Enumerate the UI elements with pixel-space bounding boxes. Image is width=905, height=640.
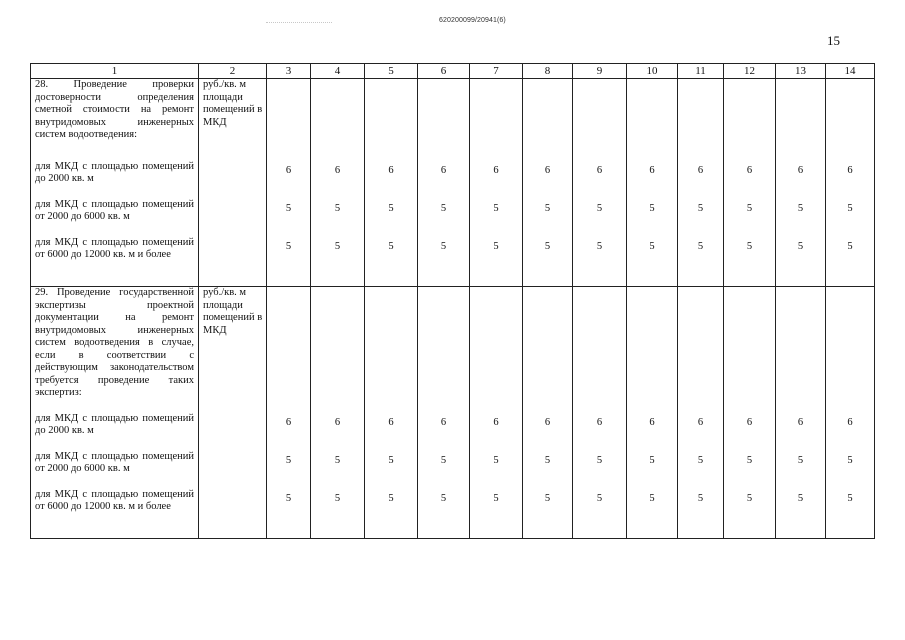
faint-scan-mark [266,17,332,23]
value-cell: 6 [311,161,365,199]
column-header: 7 [470,64,523,79]
row-label: для МКД с площадью помещений от 6000 до 12000 кв. м и более [31,237,199,287]
unit-cell: руб./кв. м площади помещений в МКД [199,287,267,413]
value-cell: 5 [776,237,826,287]
empty-cell [826,79,875,161]
empty-unit-cell [199,413,267,451]
column-header: 11 [678,64,724,79]
table-row [31,413,875,451]
value-cell: 6 [365,413,418,451]
value-cell: 6 [267,413,311,451]
value-cell: 5 [523,489,573,539]
value-cell: 5 [627,237,678,287]
value-cell: 6 [573,413,627,451]
unit-cell: руб./кв. м площади помещений в МКД [199,79,267,161]
value-cell: 5 [627,489,678,539]
value-cell: 5 [267,451,311,489]
value-cell: 6 [776,161,826,199]
column-header: 12 [724,64,776,79]
value-cell: 5 [826,489,875,539]
empty-cell [573,287,627,413]
value-cell: 5 [678,237,724,287]
empty-cell [267,79,311,161]
value-cell: 5 [418,237,470,287]
value-cell: 5 [776,199,826,237]
value-cell: 6 [311,413,365,451]
value-cell: 5 [776,489,826,539]
value-cell: 6 [826,161,875,199]
column-header: 14 [826,64,875,79]
empty-cell [267,287,311,413]
empty-cell [573,79,627,161]
column-header: 10 [627,64,678,79]
empty-cell [826,287,875,413]
value-cell: 5 [418,451,470,489]
value-cell: 5 [627,451,678,489]
value-cell: 5 [724,237,776,287]
value-cell: 5 [365,199,418,237]
section-title: 29. Проведение государственной экспертизы проектной документации на ремонт внутридомовых инженерных систем водоотведения в случае, если в соответствии с действующим законодательством требуется проведение таких экспертиз: [31,287,199,413]
value-cell: 5 [724,199,776,237]
empty-cell [678,79,724,161]
value-cell: 6 [470,413,523,451]
value-cell: 6 [678,161,724,199]
empty-unit-cell [199,199,267,237]
value-cell: 5 [470,451,523,489]
document-id: 620200099/20941(6) [439,17,506,24]
empty-cell [470,79,523,161]
value-cell: 5 [678,489,724,539]
value-cell: 5 [470,199,523,237]
empty-cell [470,287,523,413]
empty-cell [724,79,776,161]
empty-unit-cell [199,161,267,199]
value-cell: 5 [826,237,875,287]
value-cell: 5 [573,237,627,287]
table-row [31,489,875,539]
value-cell: 5 [678,451,724,489]
table-row [31,161,875,199]
value-cell: 6 [776,413,826,451]
empty-cell [418,287,470,413]
value-cell: 5 [776,451,826,489]
row-label: для МКД с площадью помещений от 2000 до 6000 кв. м [31,451,199,489]
value-cell: 5 [365,451,418,489]
value-cell: 6 [627,413,678,451]
empty-cell [365,79,418,161]
value-cell: 5 [826,199,875,237]
empty-cell [724,287,776,413]
empty-cell [627,287,678,413]
value-cell: 5 [418,489,470,539]
value-cell: 5 [365,237,418,287]
column-header: 8 [523,64,573,79]
column-header: 1 [31,64,199,79]
value-cell: 6 [678,413,724,451]
value-cell: 6 [724,413,776,451]
empty-unit-cell [199,237,267,287]
value-cell: 5 [267,199,311,237]
value-cell: 5 [573,451,627,489]
value-cell: 5 [724,451,776,489]
column-header: 2 [199,64,267,79]
column-header: 4 [311,64,365,79]
table-row [31,199,875,237]
table-body [31,79,875,539]
empty-cell [678,287,724,413]
header-row [31,64,875,79]
value-cell: 6 [573,161,627,199]
value-cell: 6 [418,161,470,199]
value-cell: 6 [365,161,418,199]
empty-cell [627,79,678,161]
value-cell: 6 [470,161,523,199]
column-header: 6 [418,64,470,79]
row-label: для МКД с площадью помещений от 2000 до 6000 кв. м [31,199,199,237]
value-cell: 6 [627,161,678,199]
empty-cell [776,79,826,161]
value-cell: 5 [470,489,523,539]
empty-unit-cell [199,489,267,539]
value-cell: 6 [724,161,776,199]
value-cell: 5 [311,199,365,237]
value-cell: 5 [523,237,573,287]
row-label: для МКД с площадью помещений до 2000 кв. м [31,413,199,451]
value-cell: 5 [311,237,365,287]
value-cell: 5 [523,451,573,489]
value-cell: 5 [573,489,627,539]
value-cell: 5 [470,237,523,287]
table-row [31,451,875,489]
value-cell: 5 [627,199,678,237]
value-cell: 5 [418,199,470,237]
page-number: 15 [827,33,840,48]
value-cell: 6 [523,413,573,451]
value-cell: 5 [267,489,311,539]
value-cell: 5 [311,489,365,539]
row-label: для МКД с площадью помещений до 2000 кв. м [31,161,199,199]
value-cell: 6 [418,413,470,451]
tariff-table [30,63,875,539]
section-title-row [31,287,875,413]
empty-cell [311,79,365,161]
empty-cell [311,287,365,413]
empty-cell [523,79,573,161]
empty-cell [776,287,826,413]
empty-cell [365,287,418,413]
column-header: 3 [267,64,311,79]
column-header: 5 [365,64,418,79]
empty-cell [418,79,470,161]
value-cell: 5 [311,451,365,489]
value-cell: 5 [267,237,311,287]
value-cell: 5 [573,199,627,237]
table-row [31,237,875,287]
empty-unit-cell [199,451,267,489]
value-cell: 5 [724,489,776,539]
value-cell: 5 [678,199,724,237]
value-cell: 6 [523,161,573,199]
value-cell: 5 [523,199,573,237]
section-title: 28. Проведение проверки достоверности определения сметной стоимости на ремонт внутридомовых инженерных систем водоотведения: [31,79,199,161]
value-cell: 6 [826,413,875,451]
column-header: 9 [573,64,627,79]
value-cell: 5 [365,489,418,539]
column-header: 13 [776,64,826,79]
value-cell: 5 [826,451,875,489]
empty-cell [523,287,573,413]
section-title-row [31,79,875,161]
row-label: для МКД с площадью помещений от 6000 до 12000 кв. м и более [31,489,199,539]
value-cell: 6 [267,161,311,199]
